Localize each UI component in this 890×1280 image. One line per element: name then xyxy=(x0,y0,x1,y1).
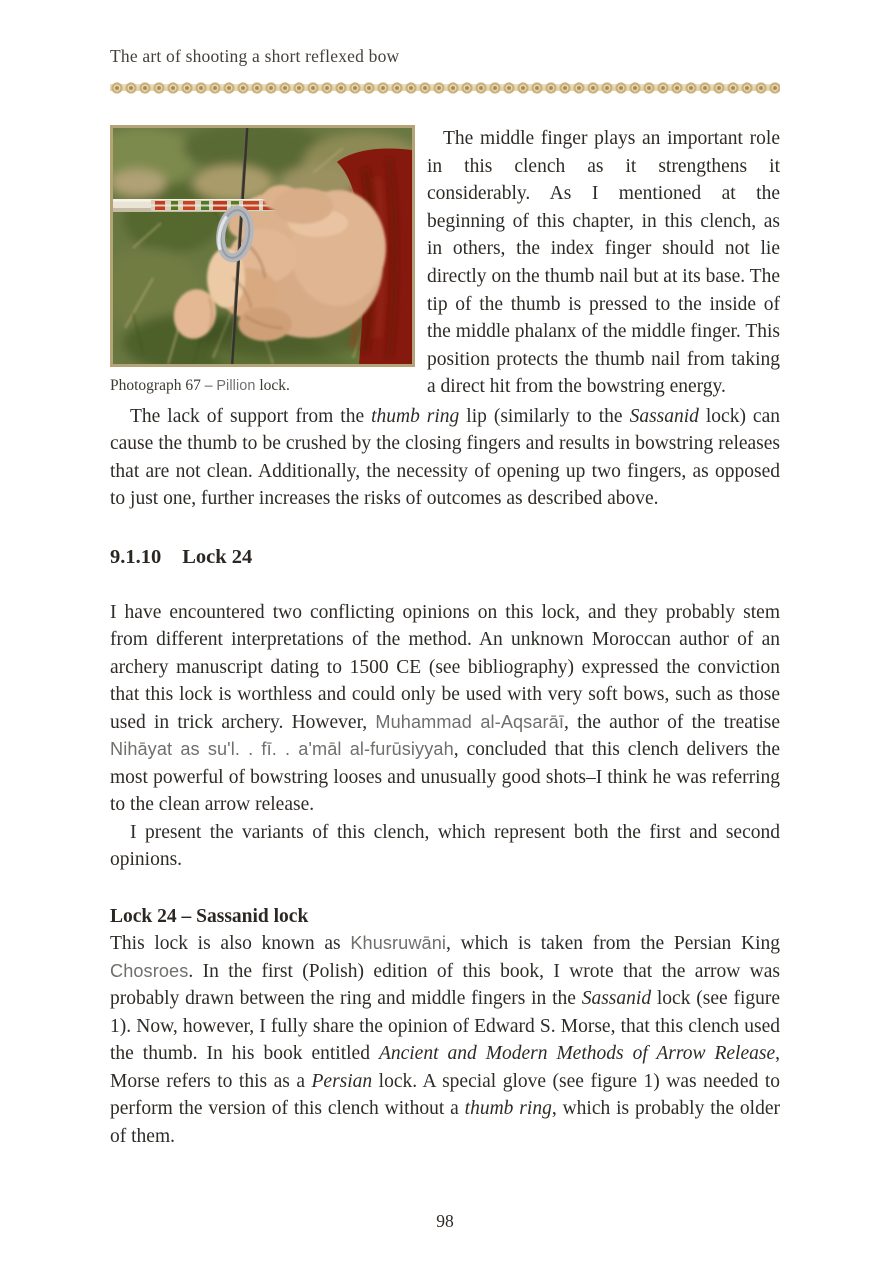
running-header-title: The art of shooting a short reflexed bow xyxy=(110,46,400,66)
photo-frame xyxy=(110,125,415,367)
photo-column xyxy=(110,125,415,396)
photo-and-text-row xyxy=(110,125,780,401)
section-number: 9.1.10 xyxy=(110,545,162,568)
photo-caption: Photograph 67 – Pillion lock. xyxy=(110,377,290,394)
variants-paragraph: I present the variants of this clench, which represent both the first and second opinions. xyxy=(110,821,780,871)
ornament-divider xyxy=(110,80,780,95)
subsection-heading: Lock 24 – Sassanid lock xyxy=(110,905,309,927)
support-paragraph: The lack of support from the thumb ring lip (similarly to the Sassanid lock) can cause the thumb to be crushed by the closing fingers and results in bowstring releases that are not clean. Additionally, the necessity of opening up two fingers, as opposed to just one, further increases the risks of outcomes as described above. xyxy=(110,405,780,510)
section-title: Lock 24 xyxy=(182,545,253,568)
page-number: 98 xyxy=(436,1211,454,1231)
opinions-paragraph: I have encountered two conflicting opinions on this lock, and they probably stem from different interpretations of the method. An unknown Moroccan author of an archery manuscript dating to 1500 CE (see bibliography) expressed the conviction that this lock is worthless and could only be used with very soft bows, such as those used in trick archery. However, Muhammad al-Aqsarāī, the author of the treatise Nihāyat as su'l. . fī. . a'māl al-furūsiyyah, concluded that this clench delivers the most powerful of bowstring looses and unusually good shots–I think he was referring to the clean arrow release. xyxy=(110,601,780,816)
pillion-lock-photo xyxy=(113,128,412,364)
section-heading xyxy=(110,546,780,569)
sassanid-paragraph: This lock is also known as Khusruwāni, which is taken from the Persian King Chosroes. In the first (Polish) edition of this book, I wrote that the arrow was probably drawn between the ring and middle fingers in the Sassanid lock (see figure 1). Now, however, I fully share the opinion of Edward S. Morse, that this clench used the thumb. In his book entitled Ancient and Modern Methods of Arrow Release, Morse refers to this as a Persian lock. A special glove (see figure 1) was needed to perform the version of this clench without a thumb ring, which is probably the older of them. xyxy=(110,933,781,1147)
intro-paragraph: The middle finger plays an important role in this clench as it strengthens it considerably. As I mentioned at the beginning of this chapter, in this clench, as in others, the index finger should not lie directly on the thumb nail but at its base. The tip of the thumb is pressed to the inside of the middle phalanx of the middle finger. This position protects the thumb nail from taking a direct hit from the bowstring energy. xyxy=(427,128,780,398)
